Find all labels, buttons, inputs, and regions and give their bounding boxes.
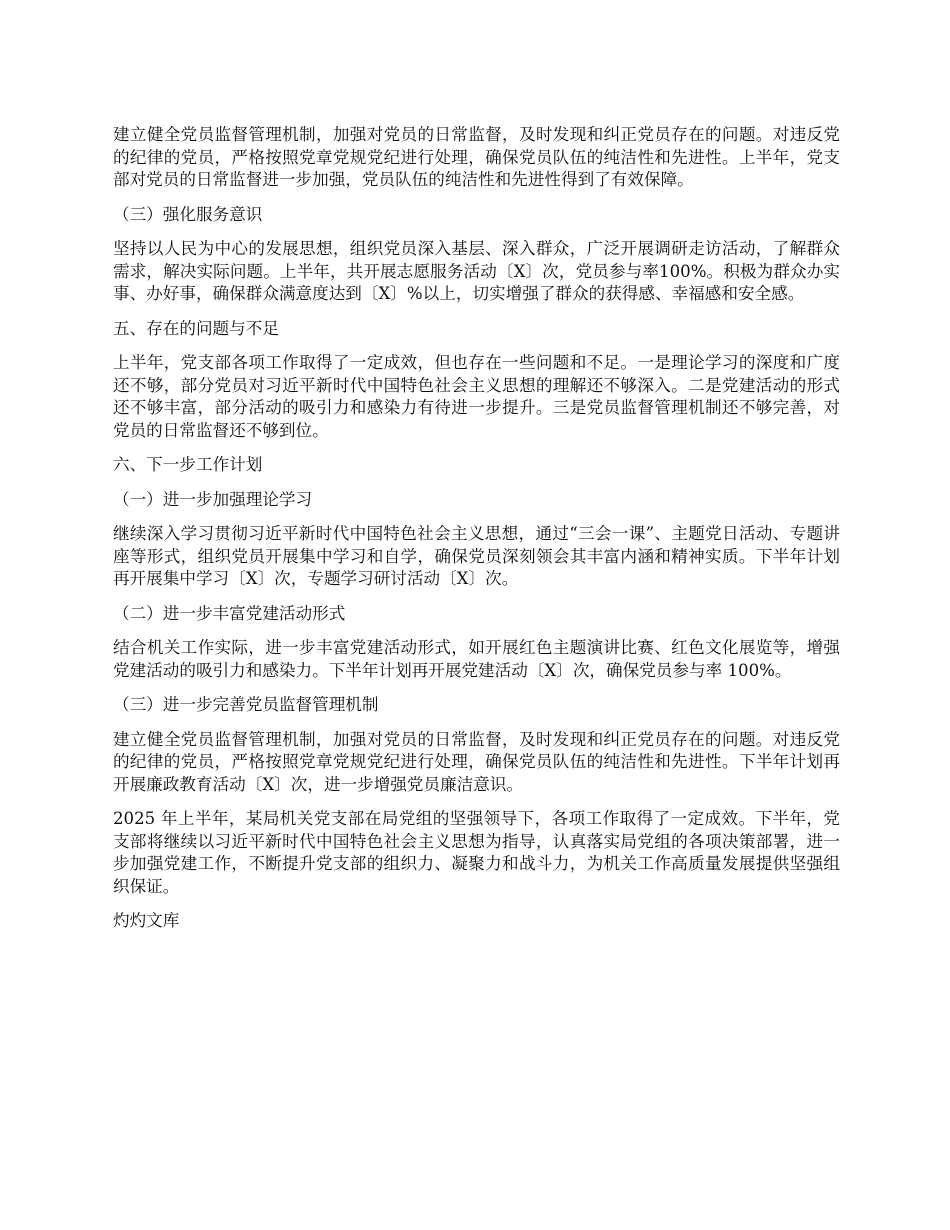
heading-problems: 五、存在的问题与不足 <box>113 318 279 338</box>
heading-enrich-activities: （二）进一步丰富党建活动形式 <box>113 603 346 623</box>
paragraph-service-awareness: 坚持以人民为中心的发展思想，组织党员深入基层、深入群众，广泛开展调研走访活动，了解群众需求，解决实际问题。上半年，共开展志愿服务活动〔X〕次，党员参与率100%。积极为群众办实事、办好事，确保群众满意度达到〔X〕%以上，切实增强了群众的获得感、幸福感和安全感。 <box>113 239 840 303</box>
footer-source-label: 灼灼文库 <box>113 911 180 930</box>
paragraph-enrich-activities: 结合机关工作实际，进一步丰富党建活动形式，如开展红色主题演讲比赛、红色文化展览等，增强党建活动的吸引力和感染力。下半年计划再开展党建活动〔X〕次，确保党员参与率 100%。 <box>113 638 840 680</box>
document-page <box>113 124 840 945</box>
paragraph-theory-study: 继续深入学习贯彻习近平新时代中国特色社会主义思想，通过“三会一课”、主题党日活动、专题讲座等形式，组织党员开展集中学习和自学，确保党员深刻领会其丰富内涵和精神实质。下半年计划再开展集中学习〔X〕次，专题学习研讨活动〔X〕次。 <box>113 524 840 588</box>
heading-next-plan: 六、下一步工作计划 <box>113 455 263 474</box>
paragraph-improve-supervision: 建立健全党员监督管理机制，加强对党员的日常监督，及时发现和纠正党员存在的问题。对违反党的纪律的党员，严格按照党章党规党纪进行处理，确保党员队伍的纯洁性和先进性。下半年计划再开展廉政教育活动〔X〕次，进一步增强党员廉洁意识。 <box>113 729 840 794</box>
paragraph-supervision-mechanism: 建立健全党员监督管理机制，加强对党员的日常监督，及时发现和纠正党员存在的问题。对违反党的纪律的党员，严格按照党章党规党纪进行处理，确保党员队伍的纯洁性和先进性。上半年，党支部对党员的日常监督进一步加强，党员队伍的纯洁性和先进性得到了有效保障。 <box>113 125 840 189</box>
heading-strengthen-service: （三）强化服务意识 <box>113 204 263 224</box>
heading-theory-study: （一）进一步加强理论学习 <box>113 489 313 509</box>
paragraph-conclusion: 2025 年上半年，某局机关党支部在局党组的坚强领导下，各项工作取得了一定成效。下半年，党支部将继续以习近平新时代中国特色社会主义思想为指导，认真落实局党组的各项决策部署，进一步加强党建工作，不断提升党支部的组织力、凝聚力和战斗力，为机关工作高质量发展提供坚强组织保证。 <box>113 809 840 896</box>
paragraph-problems: 上半年，党支部各项工作取得了一定成效，但也存在一些问题和不足。一是理论学习的深度和广度还不够，部分党员对习近平新时代中国特色社会主义思想的理解还不够深入。二是党建活动的形式还不够丰富，部分活动的吸引力和感染力有待进一步提升。三是党员监督管理机制还不够完善，对党员的日常监督还不够到位。 <box>113 353 840 440</box>
heading-improve-supervision: （三）进一步完善党员监督管理机制 <box>113 695 379 714</box>
